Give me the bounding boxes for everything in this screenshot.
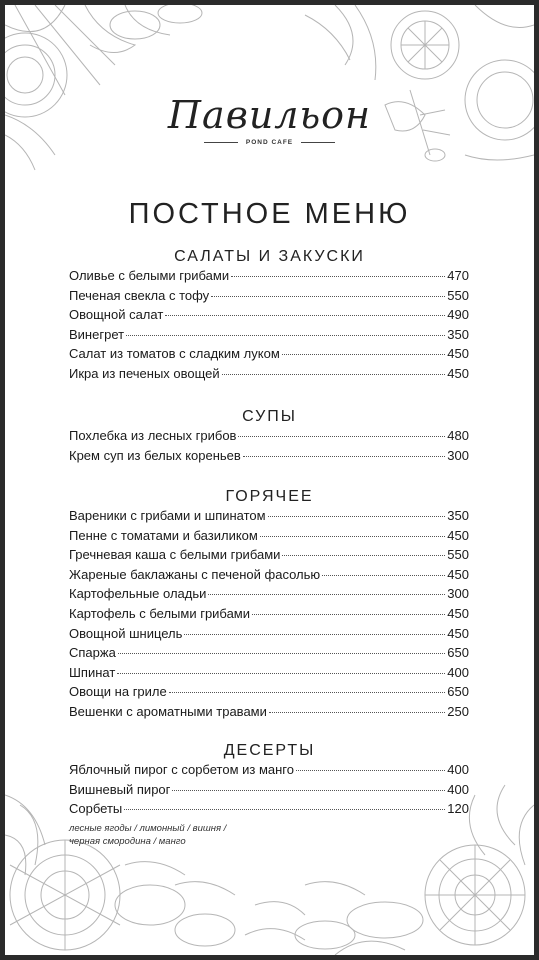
item-name: Гречневая каша с белыми грибами bbox=[69, 547, 281, 563]
item-price: 250 bbox=[447, 703, 469, 719]
menu-item bbox=[69, 307, 469, 327]
menu-item bbox=[69, 801, 469, 821]
leader-dots bbox=[243, 456, 445, 457]
menu-item bbox=[69, 428, 469, 448]
item-price: 300 bbox=[447, 586, 469, 602]
item-price: 300 bbox=[447, 447, 469, 463]
menu-item bbox=[69, 366, 469, 386]
section-items-desserts bbox=[69, 762, 469, 821]
section-title-soups: СУПЫ bbox=[242, 408, 297, 425]
item-name: Овощи на гриле bbox=[69, 684, 167, 700]
leader-dots bbox=[208, 594, 445, 595]
leader-dots bbox=[165, 315, 445, 316]
menu-item bbox=[69, 327, 469, 347]
item-price: 350 bbox=[447, 508, 469, 523]
item-name: Жареные баклажаны с печеной фасолью bbox=[69, 566, 321, 582]
sorbet-flavors-note-line-1: лесные ягоды / лимонный / вишня / bbox=[69, 823, 227, 834]
menu-item bbox=[69, 645, 469, 665]
item-name: Овощной салат bbox=[69, 307, 164, 323]
sorbet-flavors-note-line-2: черная смородина / манго bbox=[69, 836, 186, 847]
menu-page bbox=[5, 5, 534, 955]
leader-dots bbox=[238, 436, 445, 437]
item-price: 550 bbox=[447, 287, 469, 303]
item-price: 350 bbox=[447, 326, 469, 342]
item-price: 480 bbox=[447, 428, 469, 443]
leader-dots bbox=[117, 673, 445, 674]
item-name: Спаржа bbox=[69, 645, 116, 661]
menu-item bbox=[69, 508, 469, 528]
item-name: Крем суп из белых кореньев bbox=[69, 447, 241, 463]
leader-dots bbox=[322, 575, 445, 576]
leader-dots bbox=[282, 354, 446, 355]
section-title-hot: ГОРЯЧЕЕ bbox=[225, 488, 314, 505]
item-price: 450 bbox=[447, 365, 469, 381]
leader-dots bbox=[296, 770, 445, 771]
item-price: 650 bbox=[447, 684, 469, 700]
item-name: Вешенки с ароматными травами bbox=[69, 703, 267, 719]
item-name: Картофель с белыми грибами bbox=[69, 605, 251, 621]
leader-dots bbox=[211, 296, 445, 297]
menu-item bbox=[69, 782, 469, 802]
menu-item bbox=[69, 626, 469, 646]
item-price: 400 bbox=[447, 664, 469, 680]
cafe-logo bbox=[5, 93, 534, 146]
item-name: Похлебка из лесных грибов bbox=[69, 428, 237, 443]
item-price: 450 bbox=[447, 527, 469, 543]
section-title-salads: САЛАТЫ И ЗАКУСКИ bbox=[174, 248, 365, 265]
menu-item bbox=[69, 684, 469, 704]
item-name: Икра из печеных овощей bbox=[69, 365, 220, 381]
menu-item bbox=[69, 528, 469, 548]
leader-dots bbox=[268, 516, 446, 517]
item-price: 450 bbox=[447, 346, 469, 362]
menu-item bbox=[69, 586, 469, 606]
logo-subtitle-text: POND CAFE bbox=[245, 139, 294, 146]
item-price: 450 bbox=[447, 625, 469, 641]
item-price: 450 bbox=[447, 605, 469, 621]
leader-dots bbox=[184, 634, 445, 635]
item-price: 490 bbox=[447, 307, 469, 323]
item-price: 470 bbox=[447, 268, 469, 283]
item-price: 450 bbox=[447, 566, 469, 582]
item-name: Яблочный пирог с сорбетом из манго bbox=[69, 762, 294, 777]
leader-dots bbox=[252, 614, 445, 615]
item-name: Шпинат bbox=[69, 664, 116, 680]
item-name: Вареники с грибами и шпинатом bbox=[69, 508, 266, 523]
leader-dots bbox=[169, 692, 446, 693]
menu-item bbox=[69, 762, 469, 782]
menu-title: ПОСТНОЕ МЕНЮ bbox=[128, 198, 411, 230]
item-name: Овощной шницель bbox=[69, 625, 183, 641]
menu-item bbox=[69, 606, 469, 626]
menu-item bbox=[69, 547, 469, 567]
section-items-soups bbox=[69, 428, 469, 467]
logo-rule-left bbox=[204, 142, 238, 143]
section-title-desserts: ДЕСЕРТЫ bbox=[223, 742, 316, 759]
leader-dots bbox=[269, 712, 445, 713]
item-name: Винегрет bbox=[69, 326, 125, 342]
logo-script-text: Павильон bbox=[167, 93, 372, 137]
menu-item bbox=[69, 704, 469, 724]
leader-dots bbox=[231, 276, 445, 277]
menu-item bbox=[69, 665, 469, 685]
menu-item bbox=[69, 288, 469, 308]
leader-dots bbox=[124, 809, 445, 810]
item-price: 550 bbox=[447, 547, 469, 563]
item-name: Оливье с белыми грибами bbox=[69, 268, 230, 283]
item-price: 400 bbox=[447, 762, 469, 777]
leader-dots bbox=[126, 335, 445, 336]
item-price: 400 bbox=[447, 781, 469, 797]
section-items-hot bbox=[69, 508, 469, 724]
item-name: Печеная свекла с тофу bbox=[69, 287, 210, 303]
item-name: Салат из томатов с сладким луком bbox=[69, 346, 280, 362]
item-price: 120 bbox=[447, 801, 469, 817]
leader-dots bbox=[118, 653, 445, 654]
item-name: Вишневый пирог bbox=[69, 781, 171, 797]
leader-dots bbox=[172, 790, 445, 791]
menu-item bbox=[69, 567, 469, 587]
leader-dots bbox=[282, 555, 445, 556]
leader-dots bbox=[222, 374, 446, 375]
item-name: Картофельные оладьи bbox=[69, 586, 207, 602]
section-items-salads bbox=[69, 268, 469, 386]
item-price: 650 bbox=[447, 645, 469, 661]
item-name: Сорбеты bbox=[69, 801, 123, 817]
menu-item bbox=[69, 346, 469, 366]
menu-item bbox=[69, 448, 469, 468]
item-name: Пенне с томатами и базиликом bbox=[69, 527, 258, 543]
leader-dots bbox=[260, 536, 445, 537]
menu-item bbox=[69, 268, 469, 288]
logo-subtitle bbox=[5, 139, 534, 146]
logo-rule-right bbox=[301, 142, 335, 143]
